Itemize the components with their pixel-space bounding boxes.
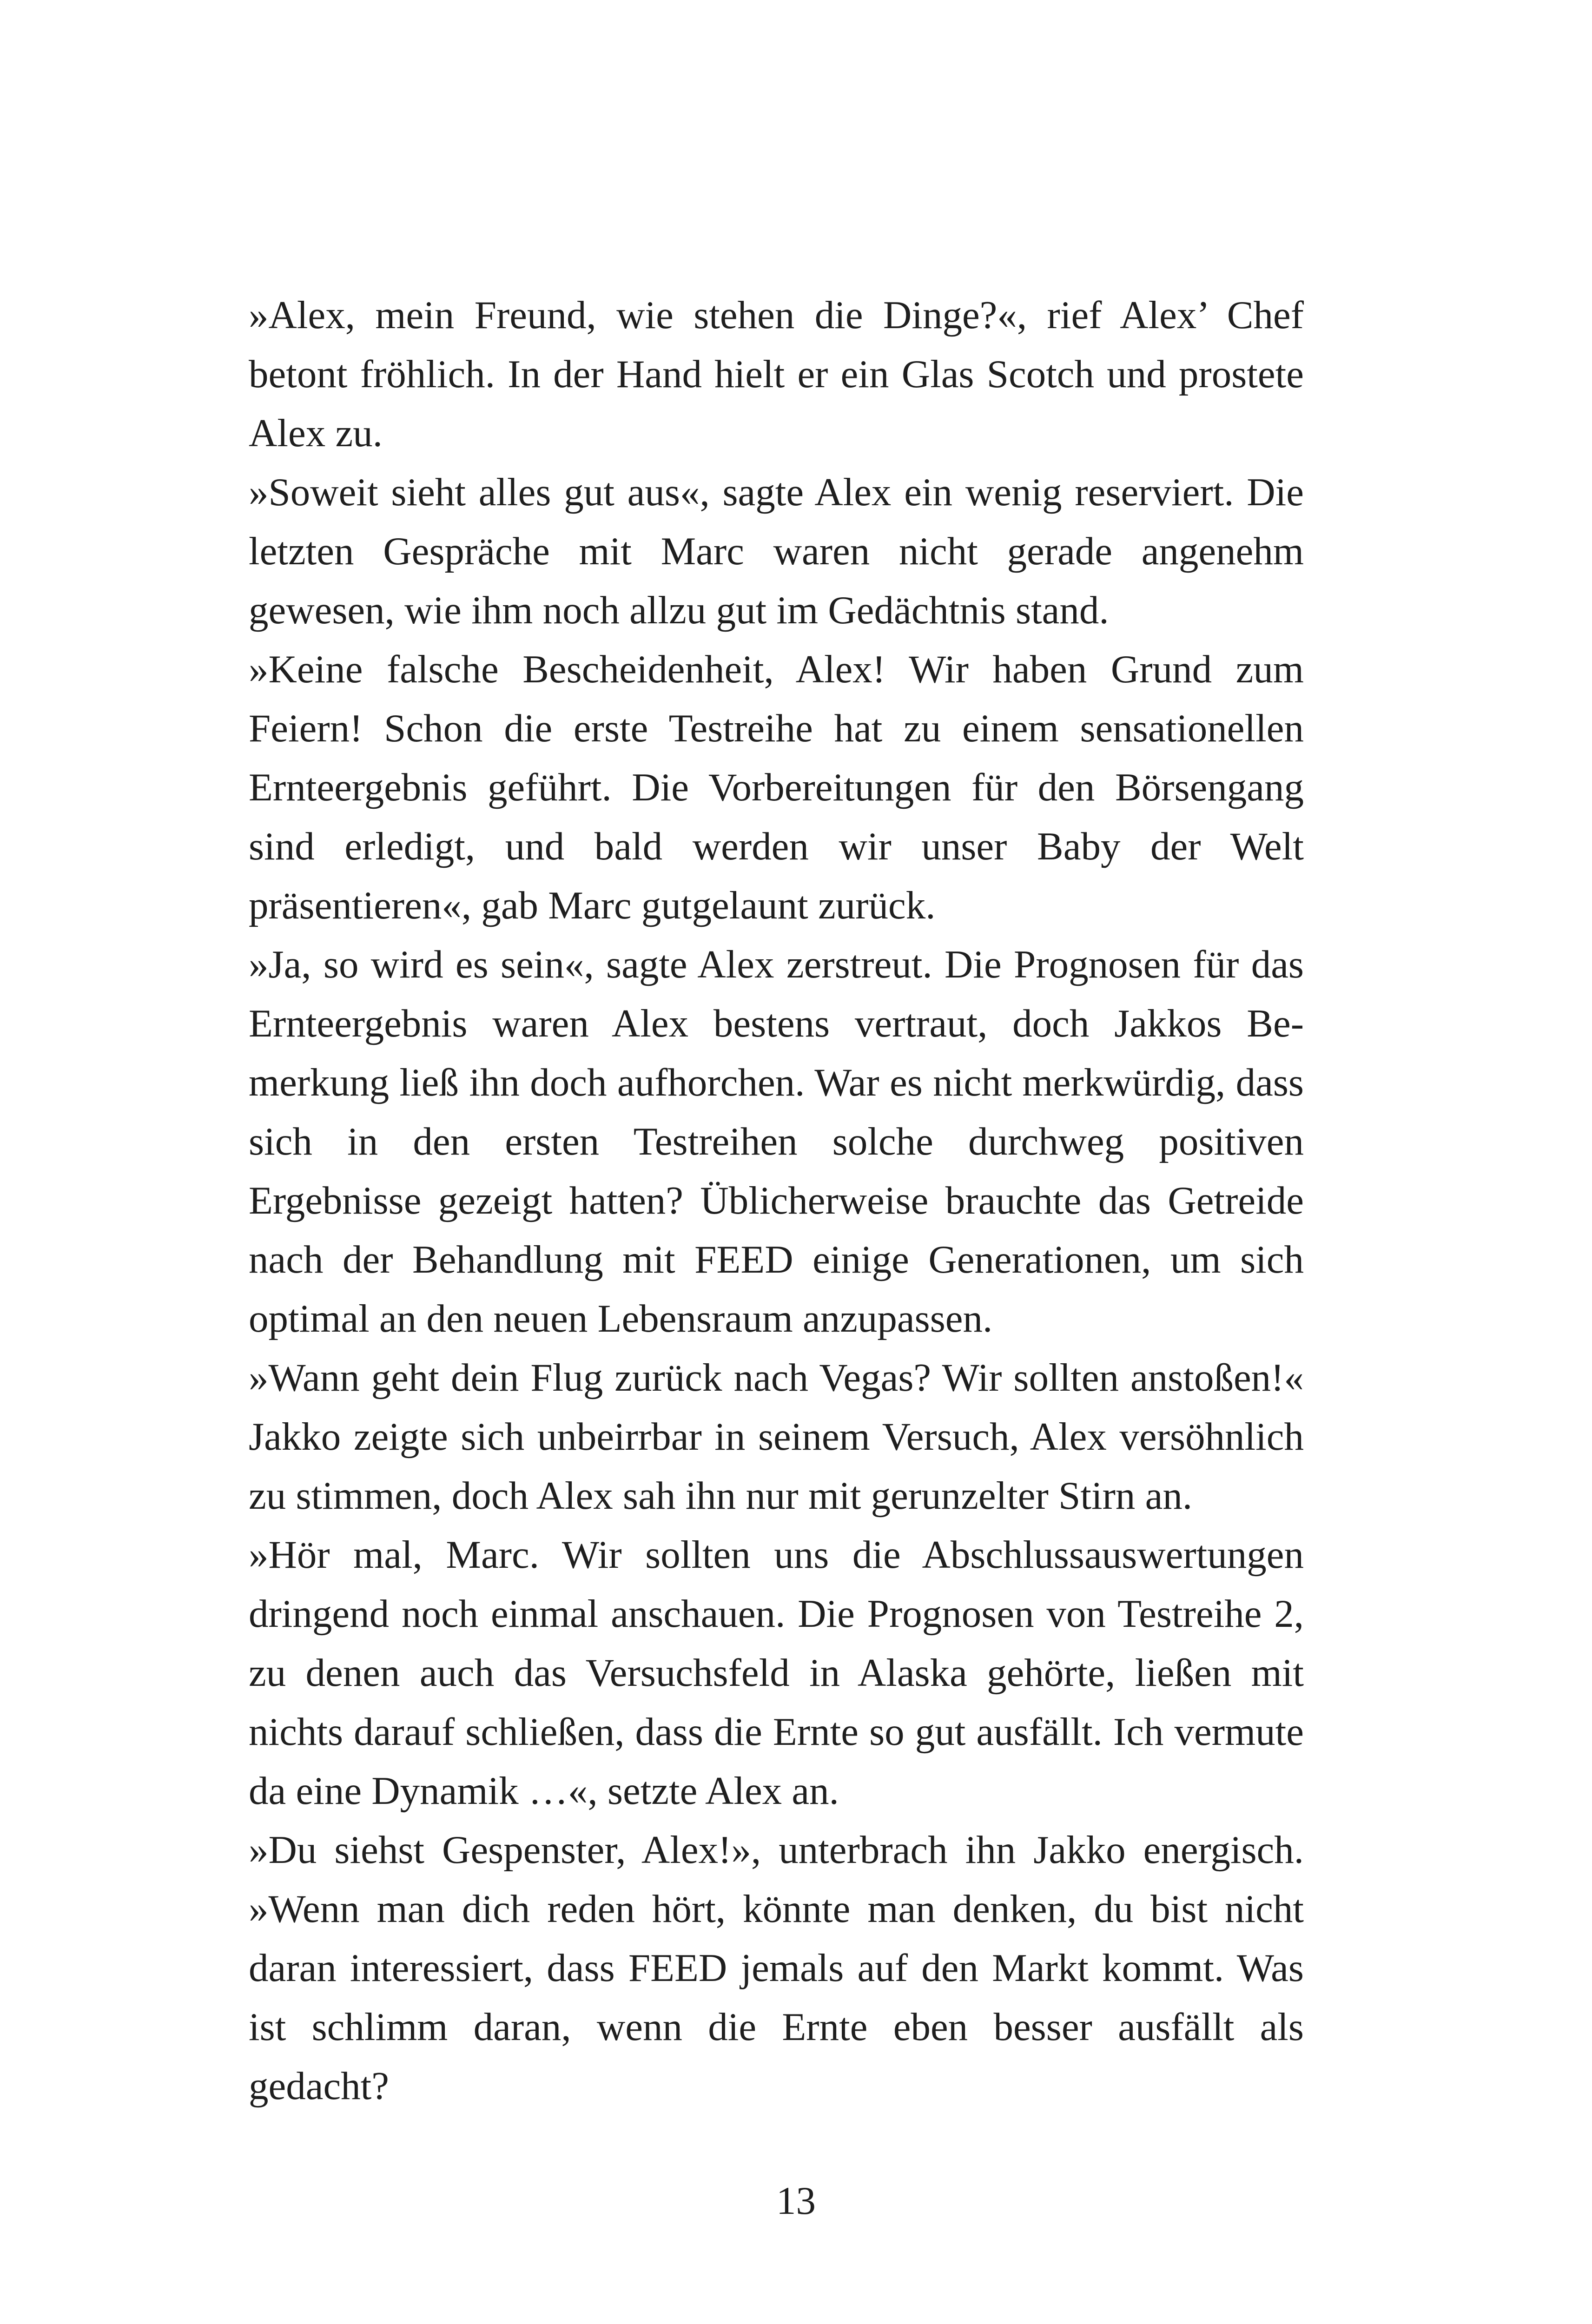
paragraph: »Du siehst Gespenster, Alex!», unterbrach ihn Jakko energisch. »Wenn man dich reden hört, könnte man denken, du bist nicht daran interessiert, dass FEED jemals auf den Markt kommt. Was ist schlimm daran, wenn die Ernte eben besser ausfällt als gedacht? <box>249 1828 1304 2108</box>
paragraph: »Soweit sieht alles gut aus«, sagte Alex ein wenig reserviert. Die letzten Gespräche mit Marc waren nicht gerade angenehm gewesen, wie ihm noch allzu gut im Gedächtnis stand. <box>249 470 1304 632</box>
paragraph: »Ja, so wird es sein«, sagte Alex zerstreut. Die Prognosen für das Ernteergebnis waren Alex bestens vertraut, doch Jakkos Bemerkung ließ ihn doch aufhorchen. War es nicht merkwürdig, dass sich in den ersten Testreihen solche durchweg positiven Ergebnisse gezeigt hatten? Üblicherweise brauchte das Getreide nach der Behandlung mit FEED einige Generationen, um sich optimal an den neuen Lebensraum anzupassen. <box>249 943 1304 1340</box>
paragraph: »Wann geht dein Flug zurück nach Vegas? Wir sollten anstoßen!« Jakko zeigte sich unbeirrbar in seinem Versuch, Alex versöhnlich zu stimmen, doch Alex sah ihn nur mit gerunzelter Stirn an. <box>249 1356 1304 1518</box>
paragraph: »Alex, mein Freund, wie stehen die Dinge?«, rief Alex’ Chef betont fröhlich. In der Hand hielt er ein Glas Scotch und prostete Alex zu. <box>249 293 1304 455</box>
body-text <box>249 286 1304 2116</box>
page-number: 13 <box>776 2179 816 2223</box>
paragraph: »Keine falsche Bescheidenheit, Alex! Wir haben Grund zum Feiern! Schon die erste Testreihe hat zu einem sensationellen Ernteergebnis geführt. Die Vorbereitungen für den Börsengang sind erledigt, und bald werden wir unser Baby der Welt präsentieren«, gab Marc gutgelaunt zurück. <box>249 647 1304 927</box>
paragraph: »Hör mal, Marc. Wir sollten uns die Abschlussauswertungen dringend noch einmal anschauen. Die Prognosen von Testreihe 2, zu denen auch das Versuchsfeld in Alaska gehörte, ließen mit nichts darauf schließen, dass die Ernte so gut ausfällt. Ich vermute da eine Dynamik …«, setzte Alex an. <box>249 1533 1304 1813</box>
